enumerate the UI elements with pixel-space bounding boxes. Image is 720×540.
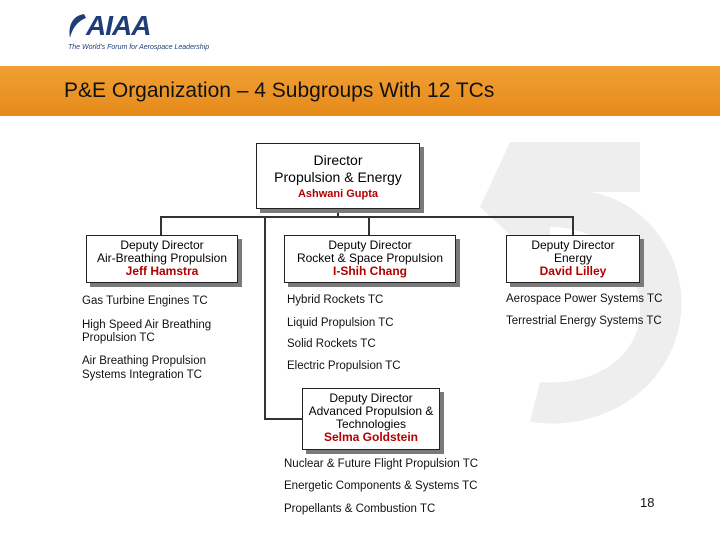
connector-advanced-vertical xyxy=(264,216,266,420)
deputy-rocket-space-box xyxy=(284,235,456,283)
director-subtitle: Propulsion & Energy xyxy=(274,169,402,185)
tc-item: Solid Rockets TC xyxy=(287,338,376,350)
deputy-name: I-Shih Chang xyxy=(333,264,407,278)
deputy-area: Air-Breathing Propulsion xyxy=(96,251,228,265)
connector-advanced-horizontal xyxy=(264,418,304,420)
deputy-name: David Lilley xyxy=(539,264,607,278)
director-name: Ashwani Gupta xyxy=(297,188,379,200)
deputy-area: Advanced Propulsion & xyxy=(308,404,434,418)
deputy-title: Deputy Director xyxy=(531,238,615,252)
tc-item: Energetic Components & Systems TC xyxy=(284,480,478,492)
deputy-advanced-propulsion-box xyxy=(302,388,440,450)
deputy-area-cont: Technologies xyxy=(335,417,407,431)
connector-rocket xyxy=(368,216,370,236)
tc-item: Nuclear & Future Flight Propulsion TC xyxy=(284,458,479,470)
deputy-name: Selma Goldstein xyxy=(323,430,419,444)
connector-energy xyxy=(572,216,574,236)
tc-item: Air Breathing Propulsion xyxy=(82,355,207,367)
tc-item: Liquid Propulsion TC xyxy=(287,317,394,329)
tc-item: High Speed Air Breathing xyxy=(82,319,212,331)
deputy-air-breathing-box xyxy=(86,235,238,283)
tc-item: Gas Turbine Engines TC xyxy=(82,295,208,307)
page-title: P&E Organization – 4 Subgroups With 12 TCs xyxy=(64,79,495,102)
connector-air xyxy=(160,216,162,236)
deputy-title: Deputy Director xyxy=(120,238,204,252)
connector-horizontal xyxy=(160,216,574,218)
tc-item: Electric Propulsion TC xyxy=(287,360,401,372)
tc-item-cont: Systems Integration TC xyxy=(82,369,202,381)
deputy-energy-box xyxy=(506,235,640,283)
tc-item: Hybrid Rockets TC xyxy=(287,294,384,306)
deputy-area: Rocket & Space Propulsion xyxy=(296,251,444,265)
tc-item-cont: Propulsion TC xyxy=(82,332,155,344)
tc-item: Terrestrial Energy Systems TC xyxy=(506,315,662,327)
logo-tagline: The World's Forum for Aerospace Leadership xyxy=(68,44,210,51)
tc-item: Aerospace Power Systems TC xyxy=(506,293,663,305)
title-band xyxy=(0,66,720,116)
logo-word: AIAA xyxy=(86,10,151,41)
director-box xyxy=(256,143,420,209)
deputy-title: Deputy Director xyxy=(328,238,412,252)
deputy-name: Jeff Hamstra xyxy=(125,264,199,278)
deputy-area: Energy xyxy=(553,251,593,265)
deputy-title: Deputy Director xyxy=(329,391,413,405)
aiaa-logo xyxy=(66,10,210,58)
director-title: Director xyxy=(313,152,363,168)
tc-item: Propellants & Combustion TC xyxy=(284,503,436,515)
page-number: 18 xyxy=(640,495,655,510)
aiaa-swoosh-icon xyxy=(66,12,88,42)
